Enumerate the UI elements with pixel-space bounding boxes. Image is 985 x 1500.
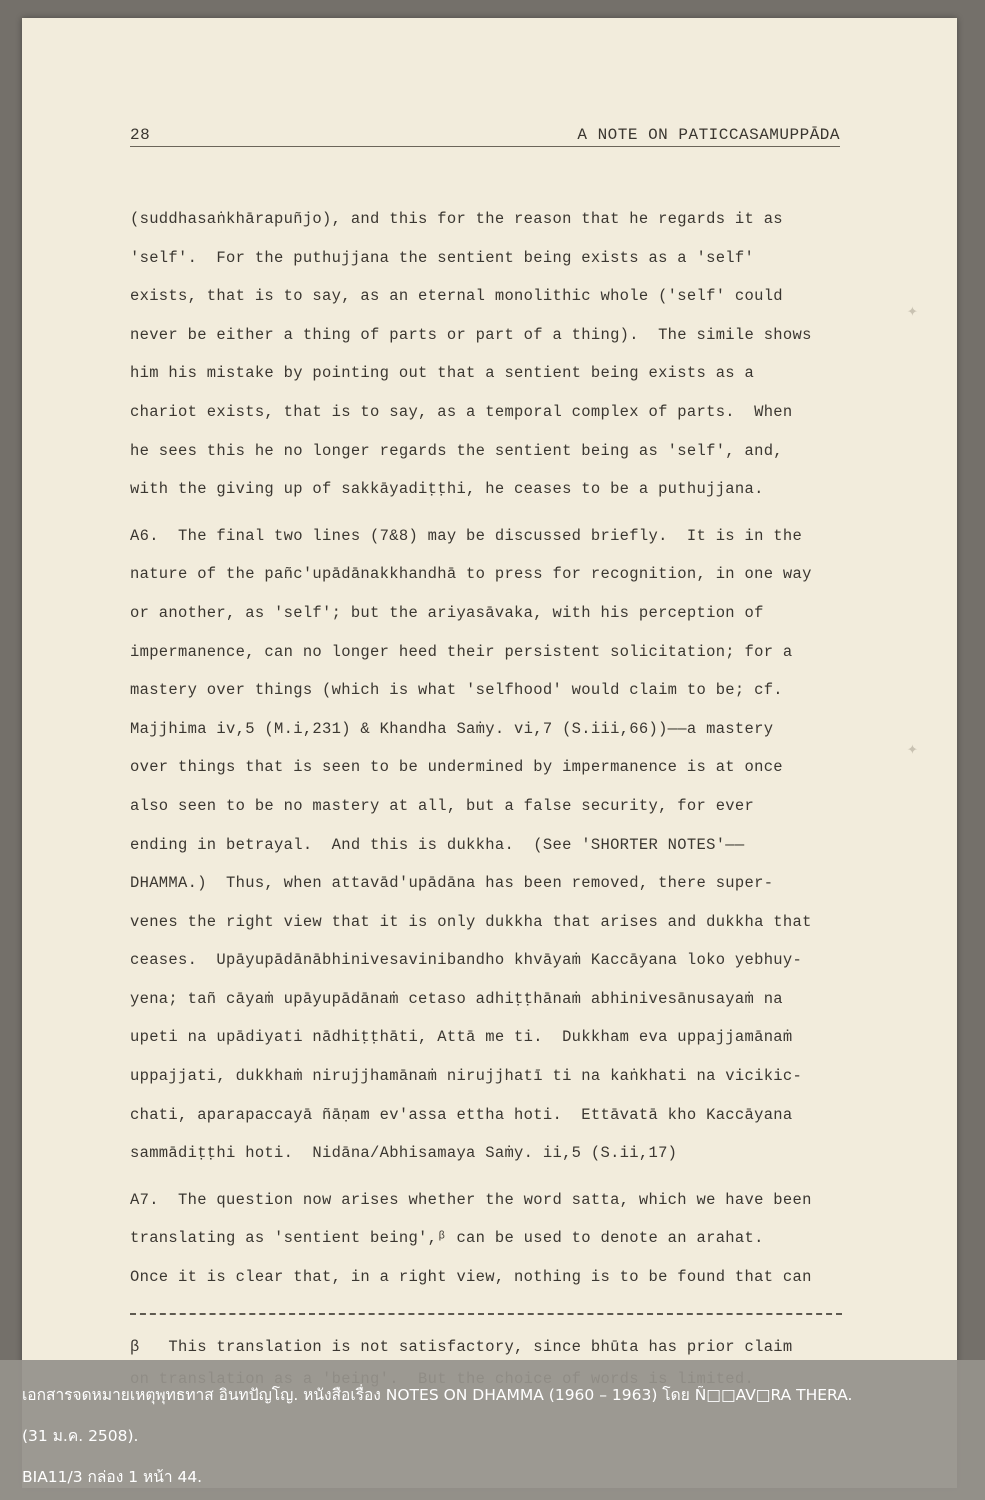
running-title: A NOTE ON PATICCASAMUPPĀDA — [577, 126, 840, 144]
text-line: never be either a thing of parts or part of a thing). The simile shows — [130, 325, 812, 344]
text-line: ceases. Upāyupādānābhinivesavinibandho khvāyaṁ Kaccāyana loko yebhuy- — [130, 951, 803, 970]
footnote-line: β This translation is not satisfactory, since bhūta has prior claim — [130, 1337, 793, 1356]
text-line: chariot exists, that is to say, as a temporal complex of parts. When — [130, 402, 793, 421]
text-line: venes the right view that it is only dukkha that arises and dukkha that — [130, 912, 812, 931]
paragraph-a7-start: A7. The question now arises whether the word satta, which we have been — [130, 1190, 812, 1209]
text-line: Majjhima iv,5 (M.i,231) & Khandha Saṁy. vi,7 (S.iii,66))——a mastery — [130, 719, 774, 738]
footnote-divider — [130, 1313, 842, 1331]
text-line: (suddhasaṅkhārapuñjo), and this for the reason that he regards it as — [130, 210, 783, 228]
text-line: translating as 'sentient being',ᵝ can be used to denote an arahat. — [130, 1229, 764, 1248]
caption-title: เอกสารจดหมายเหตุพุทธทาส อินทปัญโญ. หนังสือเรื่อง NOTES ON DHAMMA (1960 – 1963) โดย Ñ□□AV□RA THERA. — [22, 1386, 853, 1404]
text-line: ending in betrayal. And this is dukkha. (See 'SHORTER NOTES'—— — [130, 835, 745, 854]
text-line: with the giving up of sakkāyadiṭṭhi, he ceases to be a puthujjana. — [130, 480, 764, 499]
text-line: over things that is seen to be undermined by impermanence is at once — [130, 758, 783, 777]
text-line: yena; tañ cāyaṁ upāyupādānaṁ cetaso adhiṭṭhānaṁ abhinivesānusayaṁ na — [130, 989, 783, 1008]
pinhole-mark: ✦ — [907, 300, 918, 321]
text-line: he sees this he no longer regards the sentient being as 'self', and, — [130, 441, 783, 460]
body-text — [130, 200, 850, 1395]
text-line: exists, that is to say, as an eternal monolithic whole ('self' could — [130, 287, 783, 306]
caption-reference: BIA11/3 กล่อง 1 หน้า 44. — [22, 1468, 203, 1486]
text-line: mastery over things (which is what 'selfhood' would claim to be; cf. — [130, 681, 783, 700]
text-line: him his mistake by pointing out that a sentient being exists as a — [130, 364, 755, 383]
archive-caption — [0, 1360, 985, 1500]
caption-date: (31 ม.ค. 2508). — [22, 1427, 139, 1445]
text-line: DHAMMA.) Thus, when attavād'upādāna has been removed, there super- — [130, 874, 774, 893]
text-line: also seen to be no mastery at all, but a false security, for ever — [130, 796, 755, 815]
text-line: sammādiṭṭhi hoti. Nidāna/Abhisamaya Saṁy. ii,5 (S.ii,17) — [130, 1144, 678, 1163]
pinhole-mark: ✦ — [907, 738, 918, 759]
paragraph-a6-start: A6. The final two lines (7&8) may be discussed briefly. It is in the — [130, 526, 803, 545]
text-line: 'self'. For the puthujjana the sentient being exists as a 'self' — [130, 248, 755, 267]
text-line: or another, as 'self'; but the ariyasāvaka, with his perception of — [130, 603, 764, 622]
text-line: uppajjati, dukkhaṁ nirujjhamānaṁ nirujjhatī ti na kaṅkhati na vicikic- — [130, 1067, 803, 1086]
page-header — [130, 126, 840, 147]
page-number: 28 — [130, 126, 151, 144]
text-line: impermanence, can no longer heed their persistent solicitation; for a — [130, 642, 793, 661]
text-line: chati, aparapaccayā ñāṇam ev'assa ettha hoti. Ettāvatā kho Kaccāyana — [130, 1105, 793, 1124]
text-line: nature of the pañc'upādānakkhandhā to press for recognition, in one way — [130, 565, 812, 584]
text-line: Once it is clear that, in a right view, nothing is to be found that can — [130, 1268, 812, 1287]
text-line: upeti na upādiyati nādhiṭṭhāti, Attā me ti. Dukkham eva uppajjamānaṁ — [130, 1028, 793, 1047]
document-page — [22, 18, 957, 1488]
